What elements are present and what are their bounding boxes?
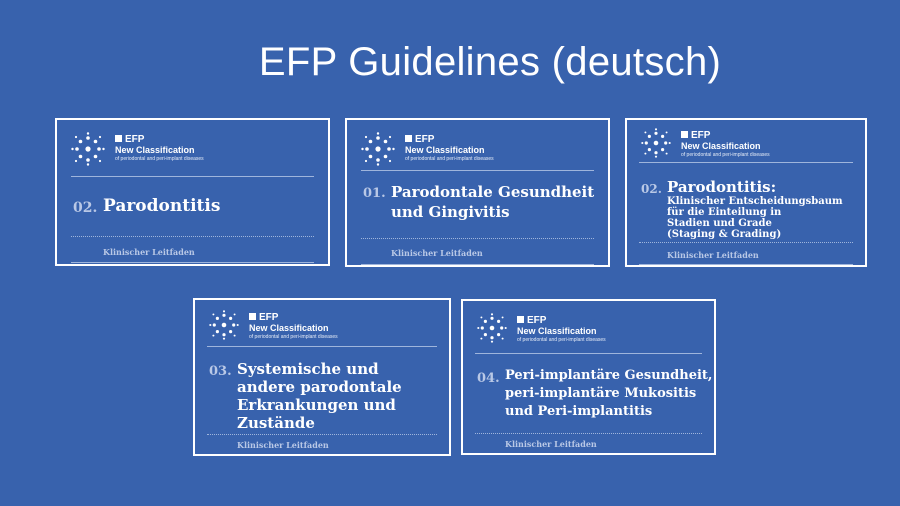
card-title: Systemische und andere parodontale Erkrankungen und Zustände: [237, 360, 402, 432]
brand-line1: New Classification: [405, 145, 485, 155]
guideline-card-gesundheit-gingivitis[interactable]: [345, 118, 610, 267]
efp-dots-icon: [71, 132, 105, 166]
card-number: 03.: [209, 364, 232, 379]
card-number: 04.: [477, 371, 500, 386]
brand-line1: New Classification: [517, 326, 597, 336]
divider: [361, 238, 594, 239]
guideline-card-parodontitis[interactable]: [55, 118, 330, 266]
divider: [207, 346, 437, 347]
brand-line1: New Classification: [115, 145, 195, 155]
card-title: Parodontitis: [103, 196, 221, 216]
efp-square-icon: [681, 131, 688, 138]
card-title: Parodontitis:: [667, 178, 777, 196]
brand-line2: of periodontal and peri-implant diseases: [115, 156, 204, 162]
efp-dots-icon: [209, 310, 239, 340]
guideline-card-systemische[interactable]: [193, 298, 451, 456]
divider: [207, 434, 437, 435]
card-title: Parodontale Gesundheit und Gingivitis: [391, 183, 595, 221]
card-footer: Klinischer Leitfaden: [667, 250, 759, 260]
divider: [361, 264, 594, 265]
brand-name: EFP: [527, 315, 547, 326]
efp-square-icon: [405, 135, 412, 142]
brand-name: EFP: [125, 134, 145, 145]
divider: [639, 242, 853, 243]
divider: [71, 236, 314, 237]
divider: [71, 262, 314, 263]
card-footer: Klinischer Leitfaden: [391, 248, 483, 258]
divider: [71, 176, 314, 177]
efp-square-icon: [249, 313, 256, 320]
card-subtitle: Klinischer Entscheidungsbaum für die Einteilung in Stadien und Grade (Staging & Grading): [667, 196, 843, 240]
brand-line2: of periodontal and peri-implant diseases: [249, 334, 338, 340]
brand-line1: New Classification: [681, 141, 761, 151]
divider: [639, 162, 853, 163]
guideline-card-staging-grading[interactable]: [625, 118, 867, 267]
brand-name: EFP: [259, 312, 279, 323]
brand-name: EFP: [691, 130, 711, 141]
card-number: 02.: [641, 182, 662, 196]
page-title: EFP Guidelines (deutsch): [258, 40, 722, 84]
efp-dots-icon: [641, 128, 671, 158]
guideline-card-peri-implantaer[interactable]: [461, 299, 716, 455]
brand-line2: of periodontal and peri-implant diseases: [517, 337, 606, 343]
efp-dots-icon: [477, 313, 507, 343]
card-title: Peri-implantäre Gesundheit, peri-implantäre Mukositis und Peri-implantitis: [505, 368, 713, 419]
brand-line1: New Classification: [249, 323, 329, 333]
card-footer: Klinischer Leitfaden: [103, 247, 195, 257]
card-number: 01.: [363, 186, 386, 201]
divider: [475, 433, 702, 434]
brand-name: EFP: [415, 134, 435, 145]
divider: [361, 170, 594, 171]
efp-dots-icon: [361, 132, 395, 166]
card-number: 02.: [73, 200, 98, 216]
card-footer: Klinischer Leitfaden: [237, 440, 329, 450]
efp-square-icon: [517, 316, 524, 323]
card-footer: Klinischer Leitfaden: [505, 439, 597, 449]
brand-line2: of periodontal and peri-implant diseases: [405, 156, 494, 162]
brand-line2: of periodontal and peri-implant diseases: [681, 152, 770, 158]
divider: [475, 353, 702, 354]
divider: [639, 264, 853, 265]
efp-square-icon: [115, 135, 122, 142]
